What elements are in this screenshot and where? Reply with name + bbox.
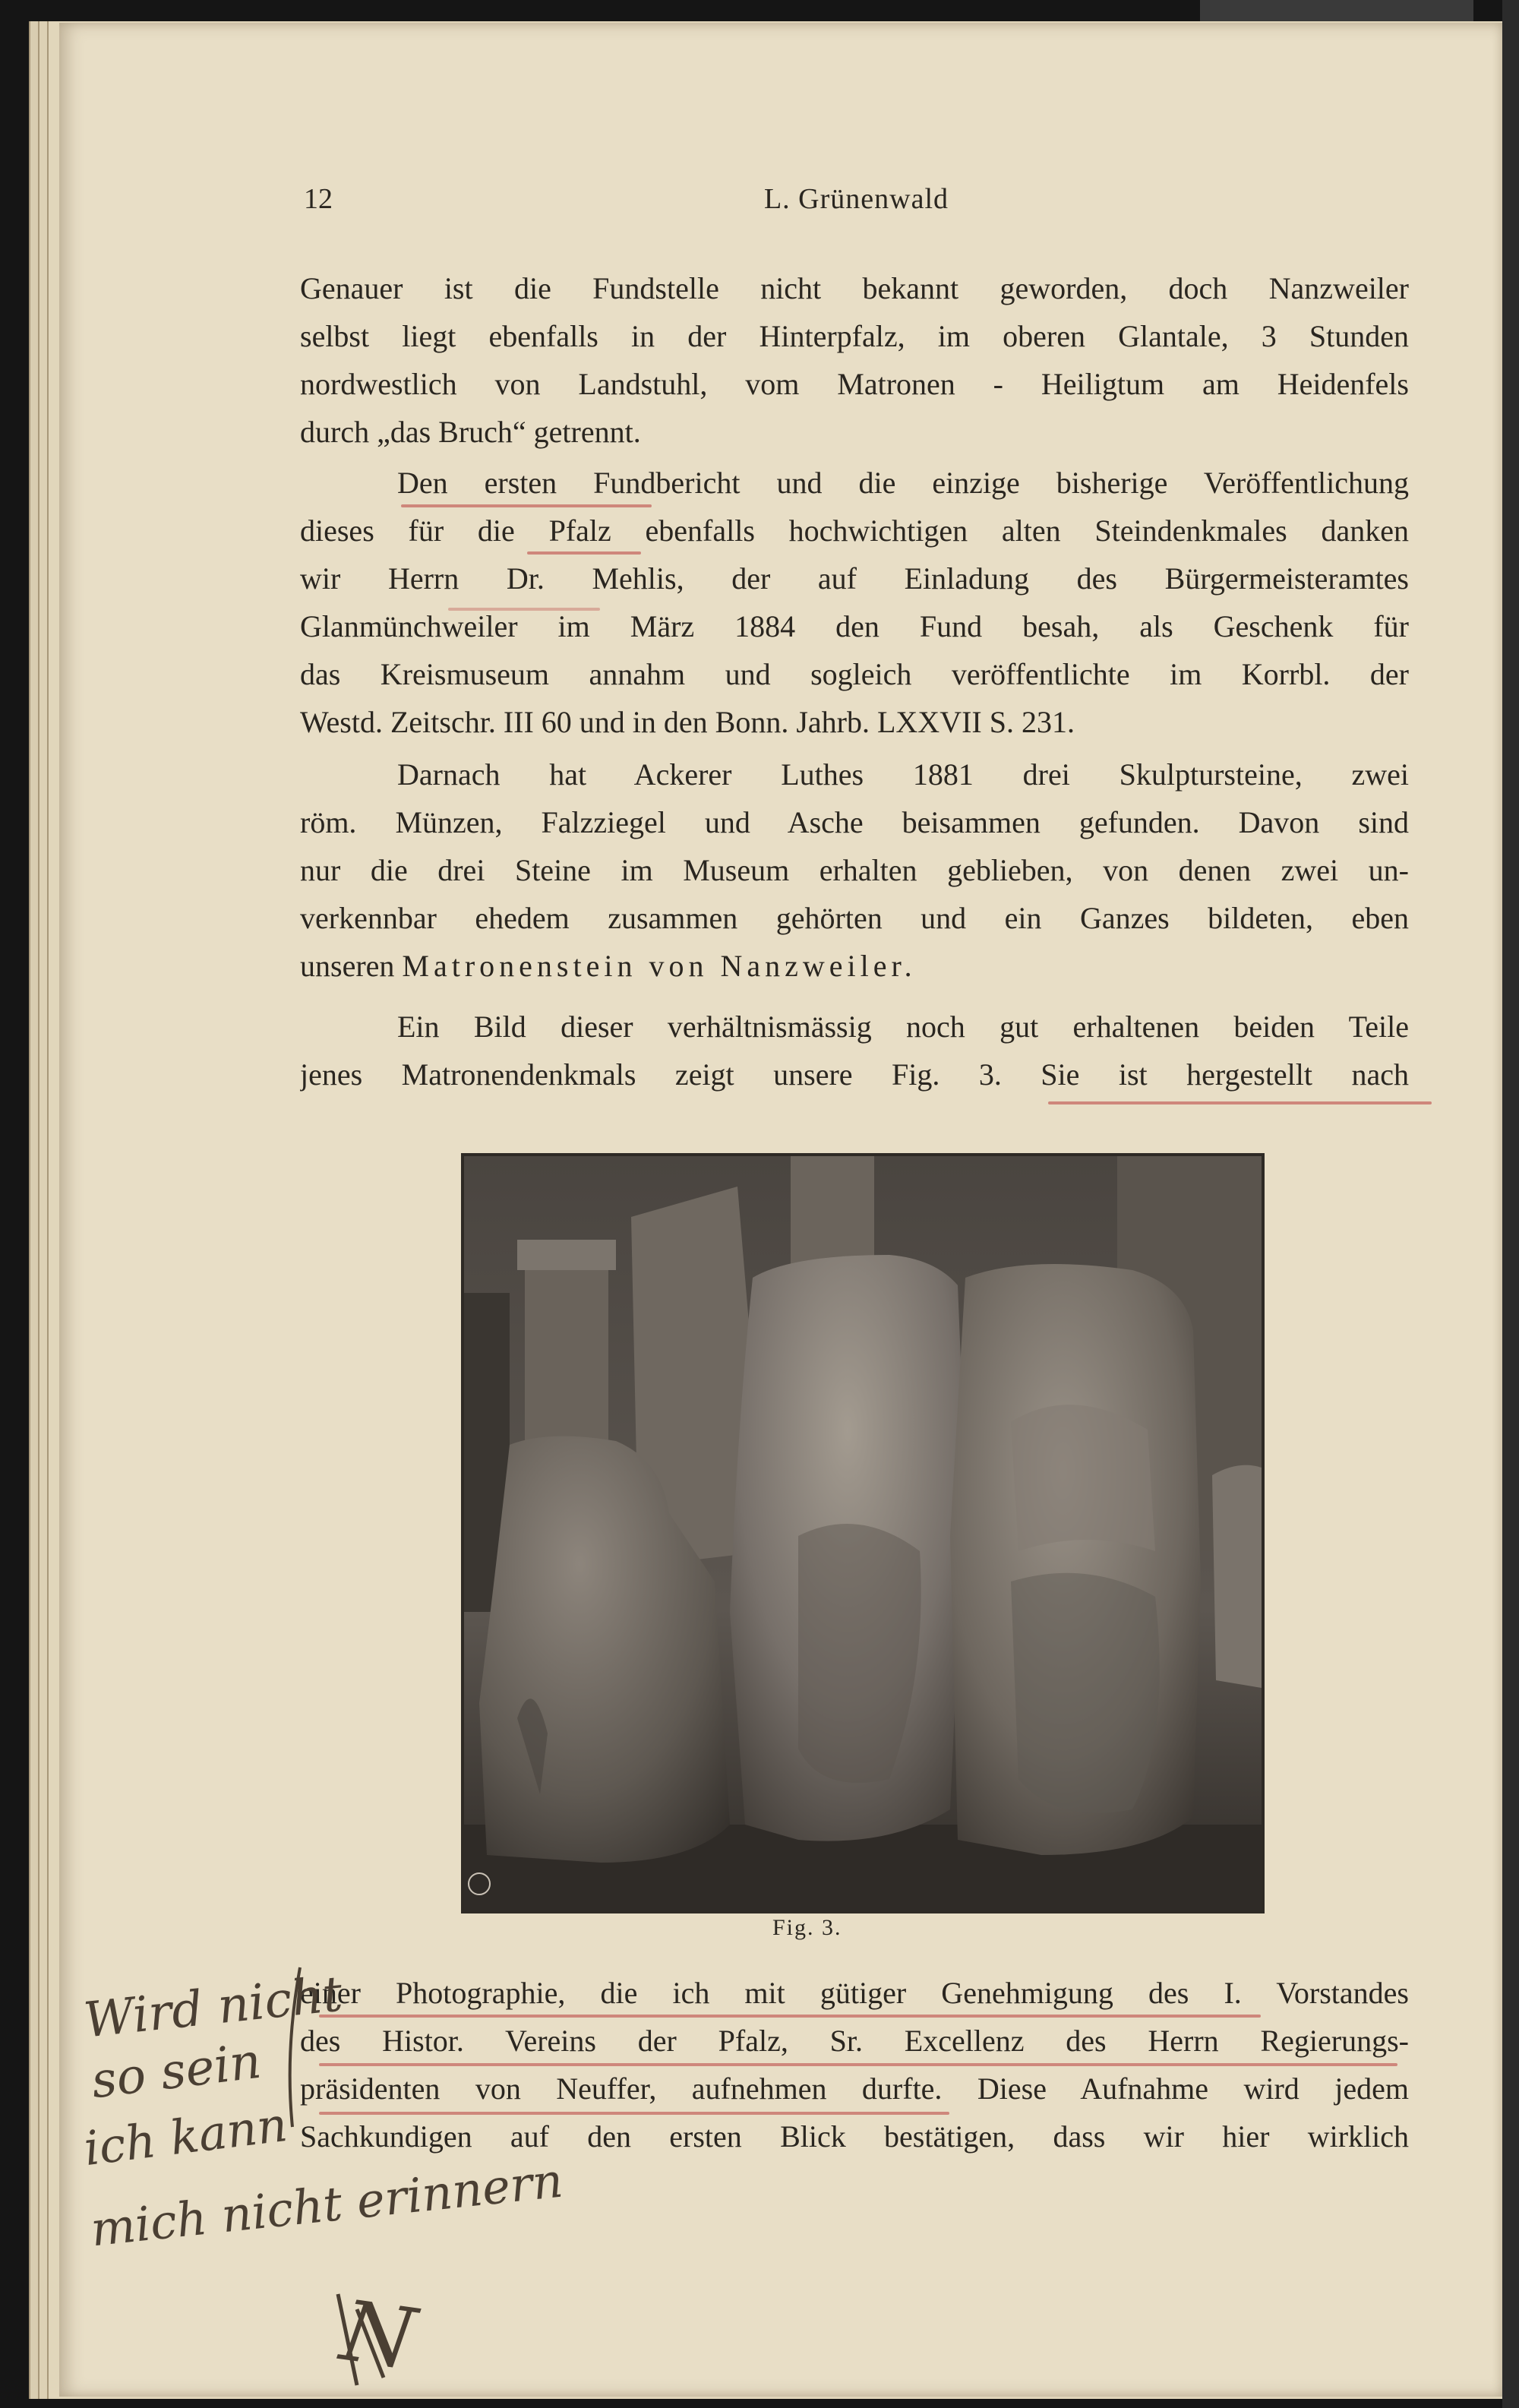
spaced-emphasis: Matronenstein von Nanzweiler. [402,949,917,983]
text-line: präsidenten von Neuffer, aufnehmen durfte. Diese Aufnahme wird jedem [300,2071,1409,2106]
text-line: wir Herrn Dr. Mehlis, der auf Einladung des Bürgermeisteramtes [300,561,1409,596]
text-line: dieses für die Pfalz ebenfalls hochwichtigen alten Steindenkmales danken [300,514,1409,548]
text-line: Sachkundigen auf den ersten Blick bestätigen, dass wir hier wirklich [300,2119,1409,2154]
text-line: röm. Münzen, Falzziegel und Asche beisammen gefunden. Davon sind [300,805,1409,839]
text-line: Glanmünchweiler im März 1884 den Fund besah, als Geschenk für [300,609,1409,643]
text-line: einer Photographie, die ich mit gütiger Genehmigung des I. Vorstandes [300,1976,1409,2010]
text-line: Genauer ist die Fundstelle nicht bekannt geworden, doch Nanzweiler [300,271,1409,305]
text-line: nur die drei Steine im Museum erhalten geblieben, von denen zwei un- [300,853,1409,887]
text-line: nordwestlich von Landstuhl, vom Matronen - Heiligtum am Heidenfels [300,367,1409,401]
text-line: jenes Matronendenkmals zeigt unsere Fig. 3. Sie ist hergestellt nach [300,1057,1409,1092]
text-line: Ein Bild dieser verhältnismässig noch gut erhaltenen beiden Teile [397,1010,1409,1044]
figure-caption: Fig. 3. [772,1915,842,1940]
marginalia-line-2: so sein [88,2033,264,2110]
text-line: selbst liegt ebenfalls in der Hinterpfalz, im oberen Glantale, 3 Stunden [300,319,1409,353]
page-number: 12 [304,183,333,215]
marginalia-line-3: ich kann [81,2096,291,2177]
running-head: L. Grünenwald [763,183,949,215]
text-line: das Kreismuseum annahm und sogleich veröffentlichte im Korrbl. der [300,657,1409,691]
text-line: Darnach hat Ackerer Luthes 1881 drei Skulptursteine, zwei [397,757,1409,792]
text-fragment: unseren [300,949,403,983]
text-line: des Histor. Vereins der Pfalz, Sr. Excellenz des Herrn Regierungs- [300,2024,1409,2058]
marginalia-line-4: mich nicht erinnern [87,2152,566,2258]
text-line: verkennbar ehedem zusammen gehörten und ein Ganzes bildeten, eben [300,901,1409,935]
marginalia-mark: N [335,2281,422,2389]
marginalia-line-1: Wird nicht [81,1966,346,2049]
text-line: durch „das Bruch“ getrennt. [300,415,641,449]
text-line: Den ersten Fundbericht und die einzige bisherige Veröffentlichung [397,466,1409,500]
text-line: Westd. Zeitschr. III 60 und in den Bonn. Jahrb. LXXVII S. 231. [300,705,1075,739]
